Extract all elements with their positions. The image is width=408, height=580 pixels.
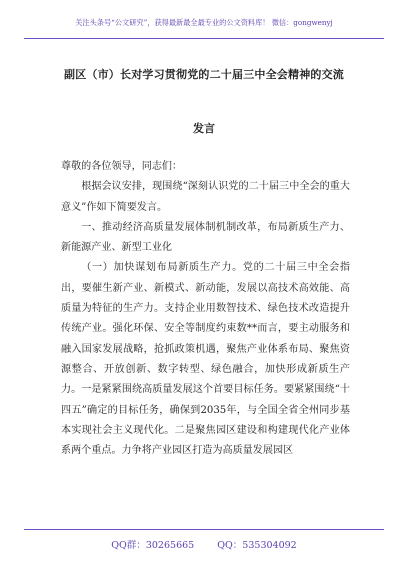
salutation: 尊敬的各位领导，同志们： xyxy=(61,161,183,172)
paragraph-subsection: （一）加快谋划布局新质生产力。党的二十届三中全会指出，要催生新产业、新模式、新动能，发展以高技术高效能、高质量为特征的生产力。支持企业用数智技术、绿色技术改造提升传统产业。强化环保、安全等制度约束数**而言，要主动服务和融入国家发展战略，抢抓政策机遇，聚焦产业体系布局、聚焦资源整合、开放创新、数字转型、绿色融合，加快形成新质生产力。一是紧紧围绕高质量发展这个首要目标任务。要紧紧围绕“十四五”确定的目标任务，确保到2035年，与全国全省全州同步基本实现社会主义现代化。二是聚焦园区建设和构建现代化产业体系两个重点。力争将产业园区打造为高质量发展园区 xyxy=(61,262,350,457)
document-body xyxy=(61,157,350,461)
document-title-continued: 发言 xyxy=(193,122,215,135)
section-heading: 一、推动经济高质量发展体制机制改革，布局新质生产力、新能源产业、新型工业化 xyxy=(61,221,350,254)
document-title: 副区（市）长对学习贯彻党的二十届三中全会精神的交流 xyxy=(64,68,344,81)
footer-qq-group: QQ群：30265665 xyxy=(111,540,195,551)
footer-contact xyxy=(0,537,408,551)
header-divider xyxy=(24,38,384,39)
paragraph-intro: 根据会议安排，现围绕“深刻认识党的二十届三中全会的重大意义”作如下简要发言。 xyxy=(61,181,350,213)
footer-divider xyxy=(24,529,384,530)
header-note: 关注头条号“公文研究”，获得最新最全最专业的公文资料库！ 微信：gongwenyj xyxy=(75,18,333,27)
footer-qq: QQ：535304092 xyxy=(217,540,297,551)
